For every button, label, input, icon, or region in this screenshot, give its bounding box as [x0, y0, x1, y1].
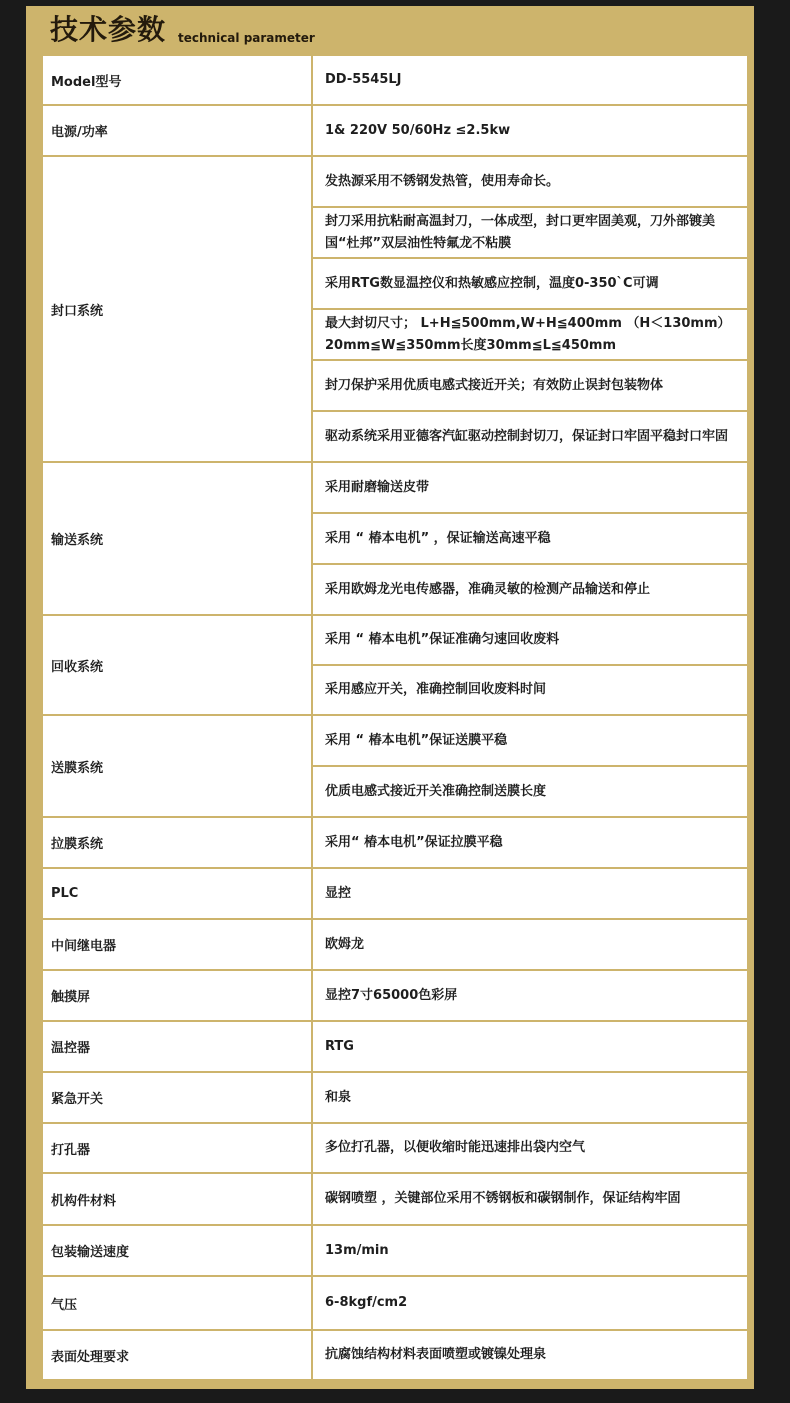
param-label: 气压 — [41, 1277, 313, 1331]
table-row — [41, 106, 749, 157]
param-label: 封口系统 — [41, 157, 313, 463]
param-value: 显控7寸65000色彩屏 — [313, 971, 749, 1022]
param-label: Model型号 — [41, 54, 313, 106]
param-value: 采用 “ 椿本电机”保证送膜平稳 — [313, 716, 749, 767]
table-row — [41, 971, 749, 1022]
param-label: 回收系统 — [41, 616, 313, 716]
param-value: 抗腐蚀结构材料表面喷塑或镀镍处理泉 — [313, 1331, 749, 1381]
param-label: 送膜系统 — [41, 716, 313, 818]
param-label: 拉膜系统 — [41, 818, 313, 869]
param-value: 封刀采用抗粘耐高温封刀，一体成型，封口更牢固美观，刀外部镀美国“杜邦”双层油性特氟龙不粘膜 — [313, 208, 749, 259]
param-value: RTG — [313, 1022, 749, 1073]
param-value: 采用RTG数显温控仪和热敏感应控制，温度0-350`C可调 — [313, 259, 749, 310]
param-label: 打孔器 — [41, 1124, 313, 1174]
spec-panel — [26, 6, 754, 1389]
param-label: PLC — [41, 869, 313, 920]
table-row — [41, 869, 749, 920]
param-value: 采用 “ 椿本电机”保证准确匀速回收废料 — [313, 616, 749, 666]
param-label: 包装输送速度 — [41, 1226, 313, 1277]
page-title: 技术参数 — [50, 13, 167, 46]
param-value: 6-8kgf/cm2 — [313, 1277, 749, 1331]
spec-table — [41, 54, 749, 1381]
table-row — [41, 54, 749, 106]
param-label: 机构件材料 — [41, 1174, 313, 1226]
param-label: 中间继电器 — [41, 920, 313, 971]
param-value: 最大封切尺寸； L+H≦500mm,W+H≦400mm （H＜130mm） 20mm≦W≦350mm长度30mm≦L≦450mm — [313, 310, 749, 361]
param-value: 显控 — [313, 869, 749, 920]
param-label: 表面处理要求 — [41, 1331, 313, 1381]
param-value: 采用耐磨输送皮带 — [313, 463, 749, 514]
table-row — [41, 716, 749, 767]
title-bar — [26, 6, 754, 54]
table-row — [41, 1226, 749, 1277]
param-label: 电源/功率 — [41, 106, 313, 157]
table-row — [41, 463, 749, 514]
param-value: 欧姆龙 — [313, 920, 749, 971]
param-value: 优质电感式接近开关准确控制送膜长度 — [313, 767, 749, 818]
param-value: 驱动系统采用亚德客汽缸驱动控制封切刀，保证封口牢固平稳封口牢固 — [313, 412, 749, 463]
param-value: 采用 “ 椿本电机” ，保证输送高速平稳 — [313, 514, 749, 565]
param-value: 多位打孔器，以便收缩时能迅速排出袋内空气 — [313, 1124, 749, 1174]
param-label: 输送系统 — [41, 463, 313, 616]
param-value: 采用“ 椿本电机”保证拉膜平稳 — [313, 818, 749, 869]
table-row — [41, 1022, 749, 1073]
table-row — [41, 1277, 749, 1331]
param-value: 碳钢喷塑 ，关键部位采用不锈钢板和碳钢制作，保证结构牢固 — [313, 1174, 749, 1226]
table-row — [41, 920, 749, 971]
param-label: 触摸屏 — [41, 971, 313, 1022]
page-subtitle: technical parameter — [178, 31, 315, 45]
table-row — [41, 1331, 749, 1381]
param-value: 发热源采用不锈钢发热管，使用寿命长。 — [313, 157, 749, 208]
param-value: 采用感应开关，准确控制回收废料时间 — [313, 666, 749, 716]
table-row — [41, 1073, 749, 1124]
param-value: 和泉 — [313, 1073, 749, 1124]
param-label: 紧急开关 — [41, 1073, 313, 1124]
param-value: 采用欧姆龙光电传感器，准确灵敏的检测产品输送和停止 — [313, 565, 749, 616]
table-row — [41, 616, 749, 666]
table-row — [41, 1174, 749, 1226]
param-label: 温控器 — [41, 1022, 313, 1073]
param-value: DD-5545LJ — [313, 54, 749, 106]
param-value: 封刀保护采用优质电感式接近开关；有效防止误封包装物体 — [313, 361, 749, 412]
param-value: 13m/min — [313, 1226, 749, 1277]
table-row — [41, 157, 749, 208]
table-row — [41, 1124, 749, 1174]
table-row — [41, 818, 749, 869]
param-value: 1& 220V 50/60Hz ≤2.5kw — [313, 106, 749, 157]
